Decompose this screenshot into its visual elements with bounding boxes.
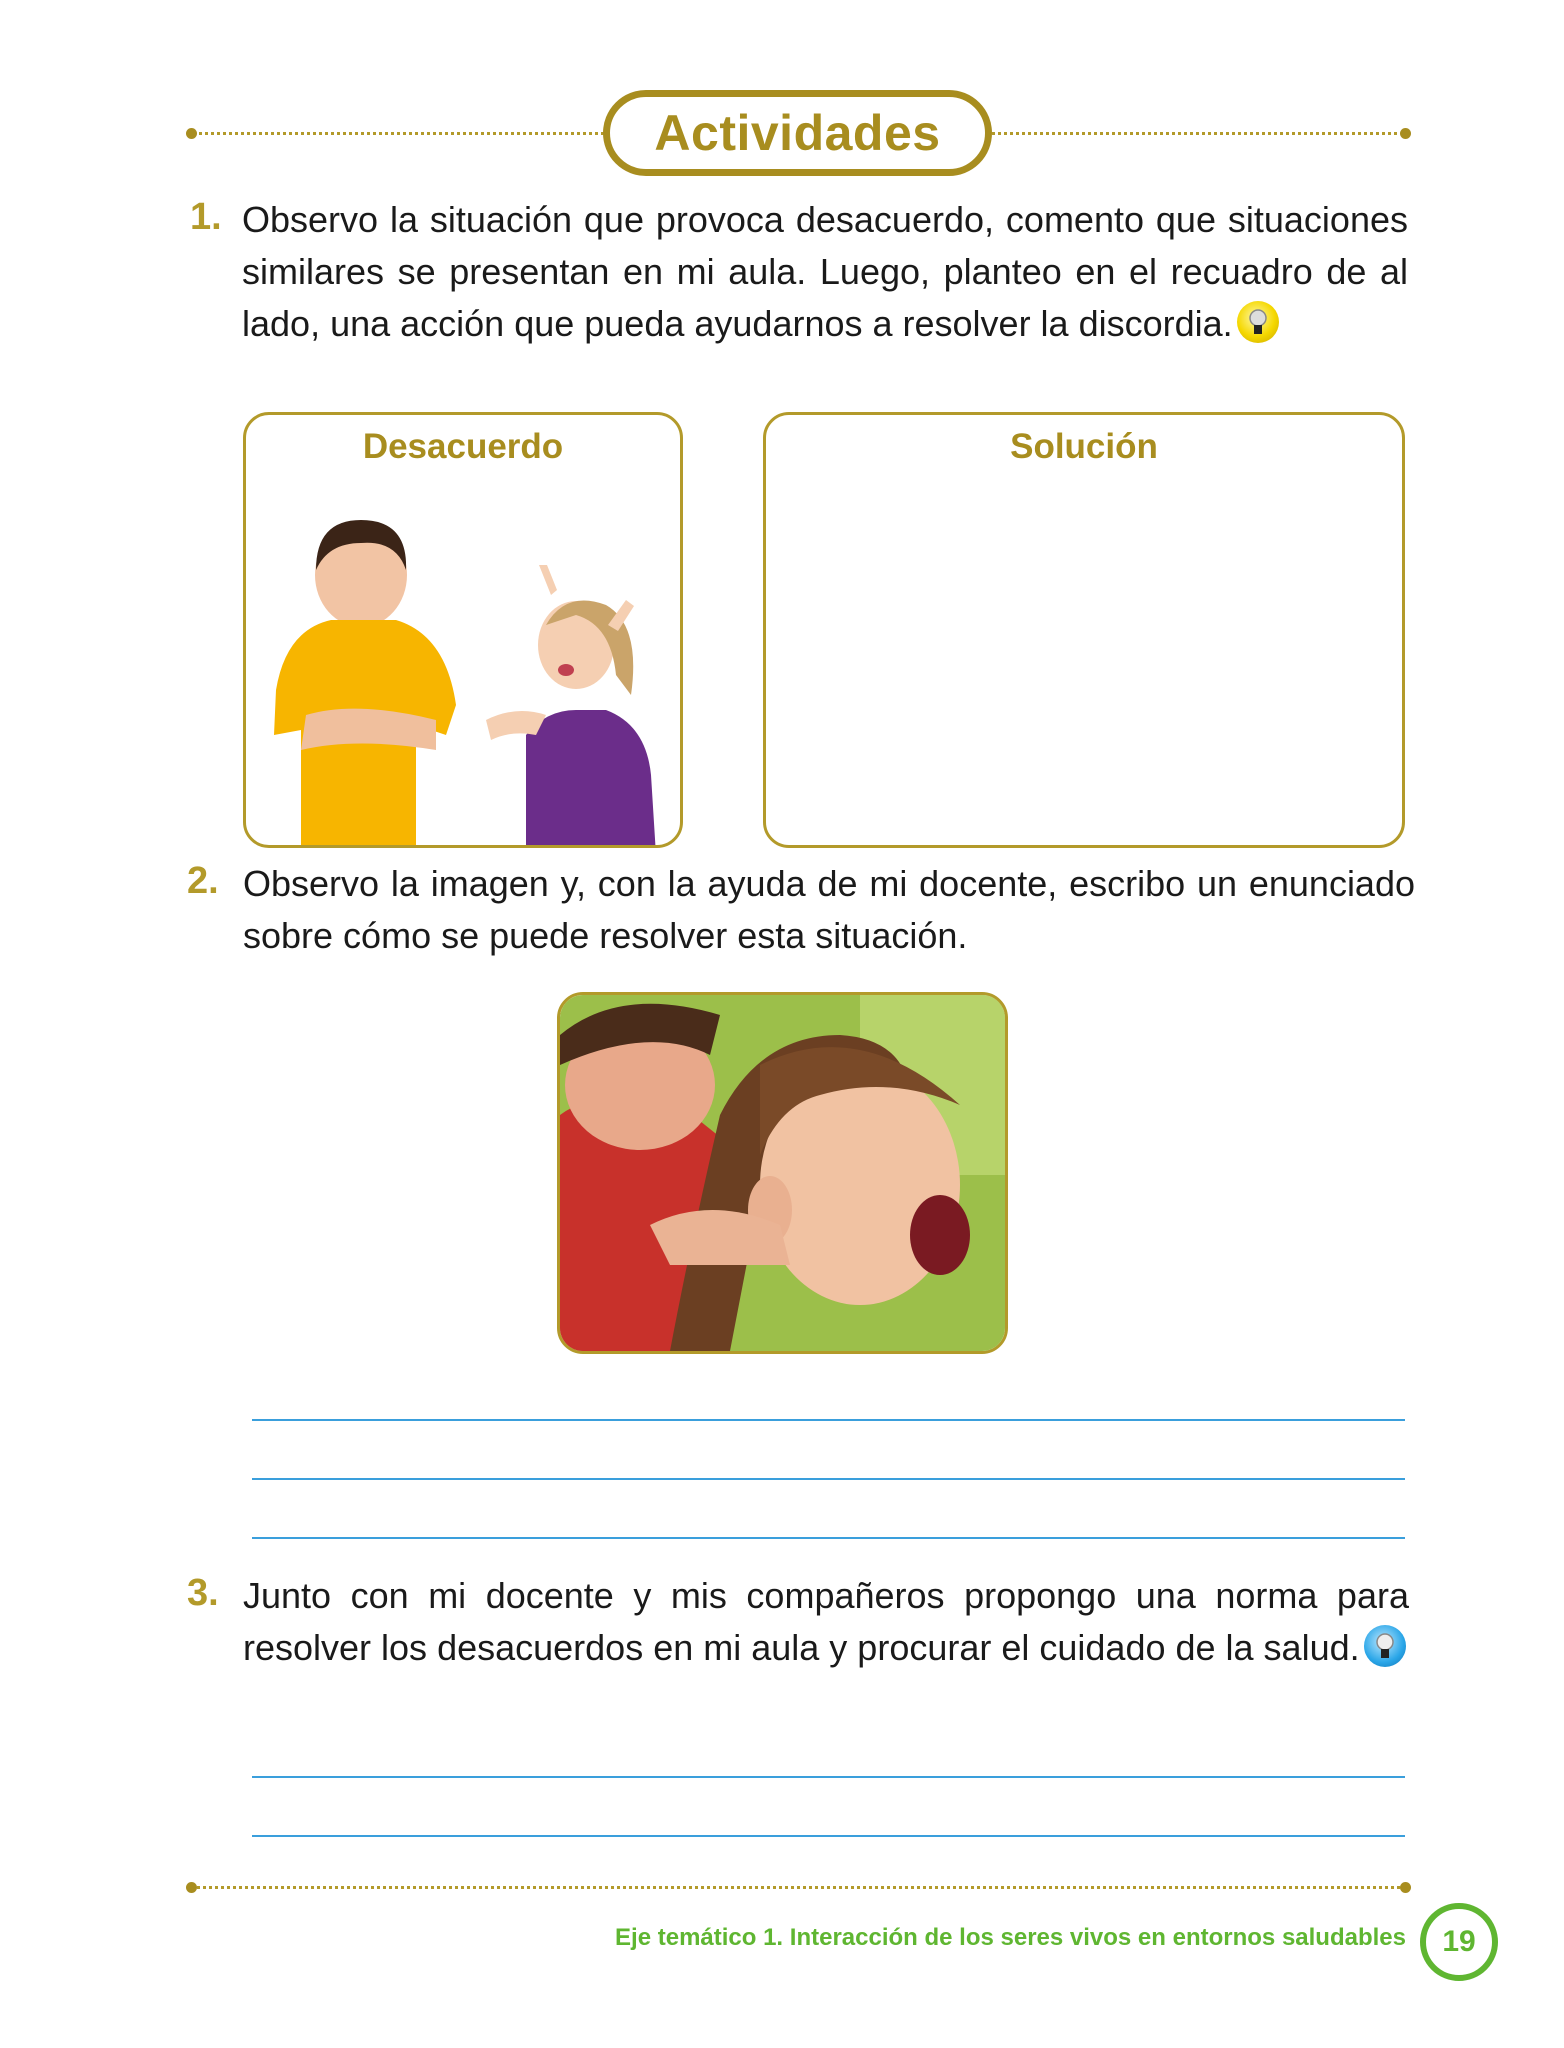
- lightbulb-yellow-icon: [1237, 301, 1279, 343]
- divider-dot: [1400, 128, 1411, 139]
- solution-box-title: Solución: [1010, 427, 1158, 466]
- activity-3-instruction: Junto con mi docente y mis compañeros propongo una norma para resolver los desacuerdos en mi aula y procurar el cuidado de la salud.: [243, 1575, 1409, 1668]
- page-number-badge: [1420, 1903, 1498, 1981]
- answer-line[interactable]: [252, 1478, 1405, 1480]
- activity-1-text: [242, 194, 1408, 350]
- section-title: Actividades: [654, 105, 941, 161]
- answer-line[interactable]: [252, 1537, 1405, 1539]
- divider-dot: [1400, 1882, 1411, 1893]
- header-divider-left: [192, 132, 604, 135]
- divider-dot: [186, 128, 197, 139]
- activity-1-instruction: Observo la situación que provoca desacuerdo, comento que situaciones similares se presentan en mi aula. Luego, planteo en el recuadro de al lado, una acción que pueda ayudarnos a resolver la discordia.: [242, 199, 1408, 344]
- page-number: 19: [1442, 1925, 1476, 1958]
- activity-2-number: 2.: [187, 860, 219, 902]
- disagreement-photo: [246, 475, 680, 848]
- footer-thematic-axis: Eje temático 1. Interacción de los seres vivos en entornos saludables: [615, 1924, 1406, 1951]
- activity-2-text: Observo la imagen y, con la ayuda de mi docente, escribo un enunciado sobre cómo se puede resolver esta situación.: [243, 863, 1415, 956]
- header-divider-right: [985, 132, 1405, 135]
- activity-1-number: 1.: [190, 196, 222, 238]
- footer-divider: [192, 1886, 1405, 1889]
- disagreement-box: [243, 412, 683, 848]
- answer-line[interactable]: [252, 1776, 1405, 1778]
- answer-line[interactable]: [252, 1419, 1405, 1421]
- solution-box[interactable]: [763, 412, 1405, 848]
- section-title-pill: [603, 90, 992, 176]
- activity-3-text: [243, 1570, 1409, 1674]
- lightbulb-blue-icon: [1364, 1625, 1406, 1667]
- disagreement-box-title: Desacuerdo: [362, 427, 564, 466]
- conflict-photo: [557, 992, 1008, 1354]
- activity-3-number: 3.: [187, 1572, 219, 1614]
- divider-dot: [186, 1882, 197, 1893]
- answer-line[interactable]: [252, 1835, 1405, 1837]
